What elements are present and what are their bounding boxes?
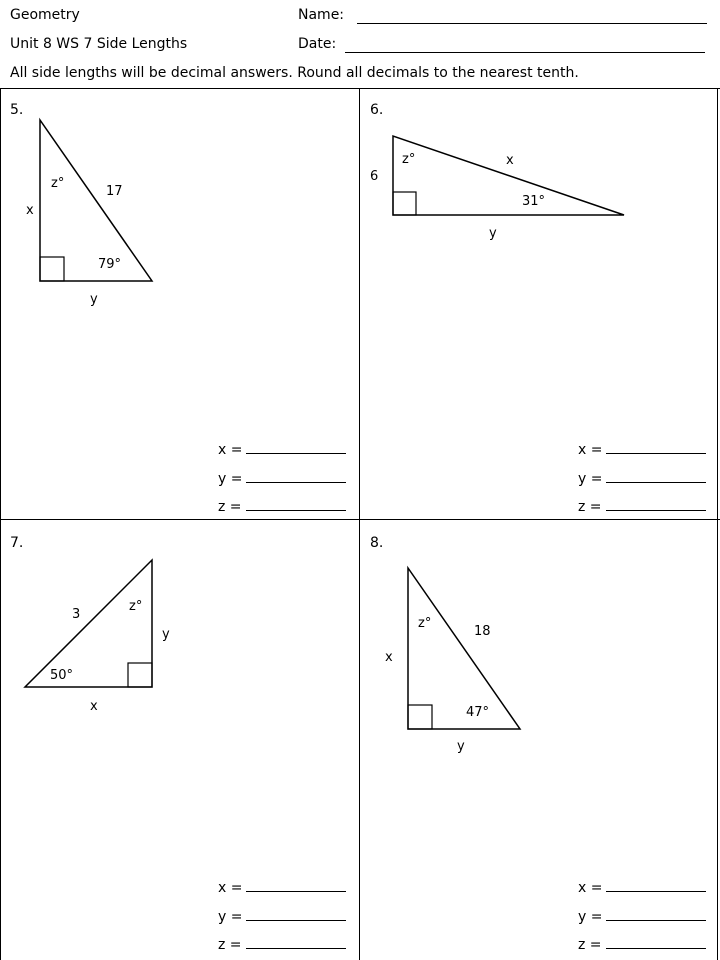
answer-y-field[interactable] bbox=[606, 908, 706, 921]
answer-z-label: z = bbox=[218, 499, 242, 515]
label-x: x bbox=[506, 153, 514, 168]
label-y: y bbox=[162, 627, 170, 642]
label-angle: 79° bbox=[98, 257, 122, 272]
right-angle-marker bbox=[408, 705, 432, 729]
date-label: Date: bbox=[298, 36, 337, 52]
label-z: z° bbox=[129, 599, 143, 614]
label-angle: 31° bbox=[522, 194, 546, 209]
problem-number: 6. bbox=[370, 102, 384, 118]
course-title: Geometry bbox=[10, 7, 80, 23]
label-x: x bbox=[90, 699, 98, 714]
answer-y bbox=[578, 908, 706, 925]
name-label: Name: bbox=[298, 7, 345, 23]
label-z: z° bbox=[402, 152, 416, 167]
label-z: z° bbox=[51, 176, 65, 191]
label-y: y bbox=[90, 292, 98, 307]
label-z: z° bbox=[418, 616, 432, 631]
problem-number: 7. bbox=[10, 535, 24, 551]
answer-y-label: y = bbox=[218, 471, 243, 487]
answer-x-label: x = bbox=[218, 442, 243, 458]
answer-z-label: z = bbox=[578, 499, 602, 515]
answer-x-field[interactable] bbox=[606, 879, 706, 892]
label-hypotenuse: 17 bbox=[106, 184, 123, 199]
answer-x-label: x = bbox=[578, 442, 603, 458]
answer-y-label: y = bbox=[578, 471, 603, 487]
label-y: y bbox=[489, 226, 497, 241]
answer-z bbox=[578, 936, 706, 953]
label-x: x bbox=[26, 203, 34, 218]
label-y: y bbox=[457, 739, 465, 754]
label-hypotenuse: 3 bbox=[72, 607, 81, 622]
label-angle: 50° bbox=[50, 668, 74, 683]
problem-number: 5. bbox=[10, 102, 24, 118]
answer-y-label: y = bbox=[578, 909, 603, 925]
label-hypotenuse: 18 bbox=[474, 624, 491, 639]
answer-z-field[interactable] bbox=[606, 936, 706, 949]
problem-number: 8. bbox=[370, 535, 384, 551]
answer-y-label: y = bbox=[218, 909, 243, 925]
answer-x-label: x = bbox=[578, 880, 603, 896]
worksheet-title: Unit 8 WS 7 Side Lengths bbox=[10, 36, 188, 52]
instructions: All side lengths will be decimal answers. Round all decimals to the nearest tenth. bbox=[10, 65, 579, 81]
label-side: 6 bbox=[370, 169, 379, 184]
answer-x bbox=[578, 879, 706, 896]
label-x: x bbox=[385, 650, 393, 665]
label-angle: 47° bbox=[466, 705, 490, 720]
answer-z-label: z = bbox=[578, 937, 602, 953]
answer-x-label: x = bbox=[218, 880, 243, 896]
answer-z-label: z = bbox=[218, 937, 242, 953]
